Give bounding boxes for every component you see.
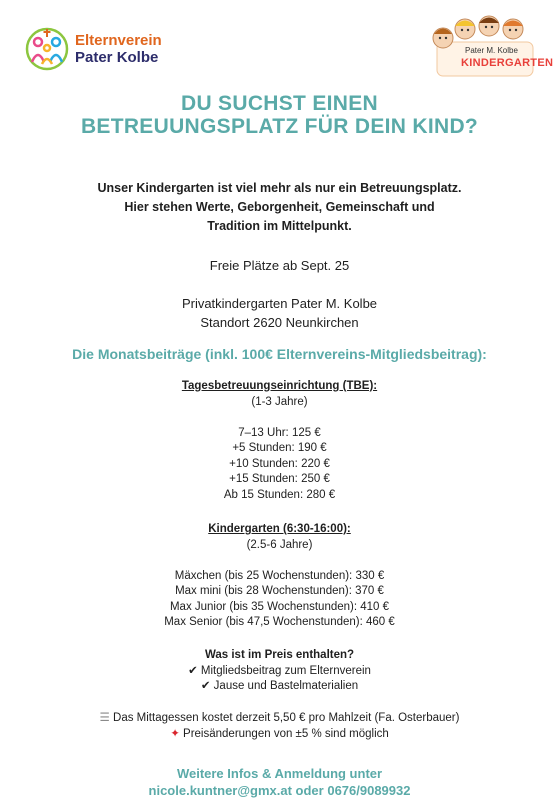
kindergarten-section <box>0 522 559 631</box>
footer-line-1: Weitere Infos & Anmeldung unter <box>176 766 383 781</box>
headline-line-1: DU SUCHST EINEN <box>180 92 379 115</box>
tbe-section <box>0 379 559 503</box>
logo-line-2: Pater Kolbe <box>75 49 159 66</box>
contact-email-phone[interactable]: nicole.kuntner@gmx.at oder 0676/9089932 <box>148 783 411 798</box>
included-section <box>0 648 559 695</box>
kindergarten-item: Max Senior (bis 47,5 Wochenstunden): 460 € <box>164 616 395 628</box>
notes-section <box>0 711 559 742</box>
tbe-item: +15 Stunden: 250 € <box>229 473 330 485</box>
lunch-note <box>0 711 559 727</box>
kindergarten-age: (2.5-6 Jahre) <box>246 538 313 551</box>
intro-text <box>0 179 559 236</box>
location-block <box>0 294 559 332</box>
included-item: ✔ Jause und Bastelmaterialien <box>200 680 359 692</box>
intro-line-2: Hier stehen Werte, Geborgenheit, Gemeinschaft und <box>124 200 435 214</box>
page-headline <box>0 92 559 138</box>
location-line-1: Privatkindergarten Pater M. Kolbe <box>181 296 378 311</box>
included-item: ✔ Mitgliedsbeitrag zum Elternverein <box>188 664 371 677</box>
elternverein-logo <box>24 26 162 72</box>
price-change-text: Preisänderungen von ±5 % sind möglich <box>183 727 389 740</box>
availability-text: Freie Plätze ab Sept. 25 <box>209 258 350 273</box>
kindergarten-item: Mäxchen (bis 25 Wochenstunden): 330 € <box>174 569 385 582</box>
included-title: Was ist im Preis enthalten? <box>204 649 355 661</box>
kindergarten-item: Max mini (bis 28 Wochenstunden): 370 € <box>175 585 384 597</box>
intro-line-1: Unser Kindergarten ist viel mehr als nur ein Betreuungsplatz. <box>97 181 462 195</box>
kindergarten-item: Max Junior (bis 35 Wochenstunden): 410 € <box>169 600 390 613</box>
logo-title: KINDERGARTEN <box>461 57 554 69</box>
footer-contact <box>0 765 559 799</box>
tbe-item: +10 Stunden: 220 € <box>229 457 330 470</box>
intro-line-3: Tradition im Mittelpunkt. <box>207 219 352 233</box>
kindergarten-title: Kindergarten (6:30-16:00): <box>208 523 351 535</box>
logo-subtitle: Pater M. Kolbe <box>465 46 518 55</box>
logo-line-1: Elternverein <box>75 32 162 49</box>
fees-heading: Die Monatsbeiträge (inkl. 100€ Elternvereins-Mitgliedsbeitrag): <box>72 346 487 362</box>
kindergarten-logo <box>427 12 554 78</box>
pushpin-icon: ✦ <box>170 727 180 740</box>
tbe-title: Tagesbetreuungseinrichtung (TBE): <box>181 380 378 392</box>
tbe-item: +5 Stunden: 190 € <box>232 442 327 454</box>
price-change-note <box>0 727 559 743</box>
location-line-2: Standort 2620 Neunkirchen <box>200 315 359 330</box>
tbe-item: 7–13 Uhr: 125 € <box>238 426 321 439</box>
family-icon <box>24 26 70 72</box>
tbe-age: (1-3 Jahre) <box>251 395 308 408</box>
tbe-item: Ab 15 Stunden: 280 € <box>223 488 336 501</box>
headline-line-2: BETREUUNGSPLATZ FÜR DEIN KIND? <box>80 115 479 138</box>
fork-knife-icon: ☰ <box>99 712 110 724</box>
lunch-note-text: Das Mittagessen kostet derzeit 5,50 € pro Mahlzeit (Fa. Osterbauer) <box>113 712 460 724</box>
